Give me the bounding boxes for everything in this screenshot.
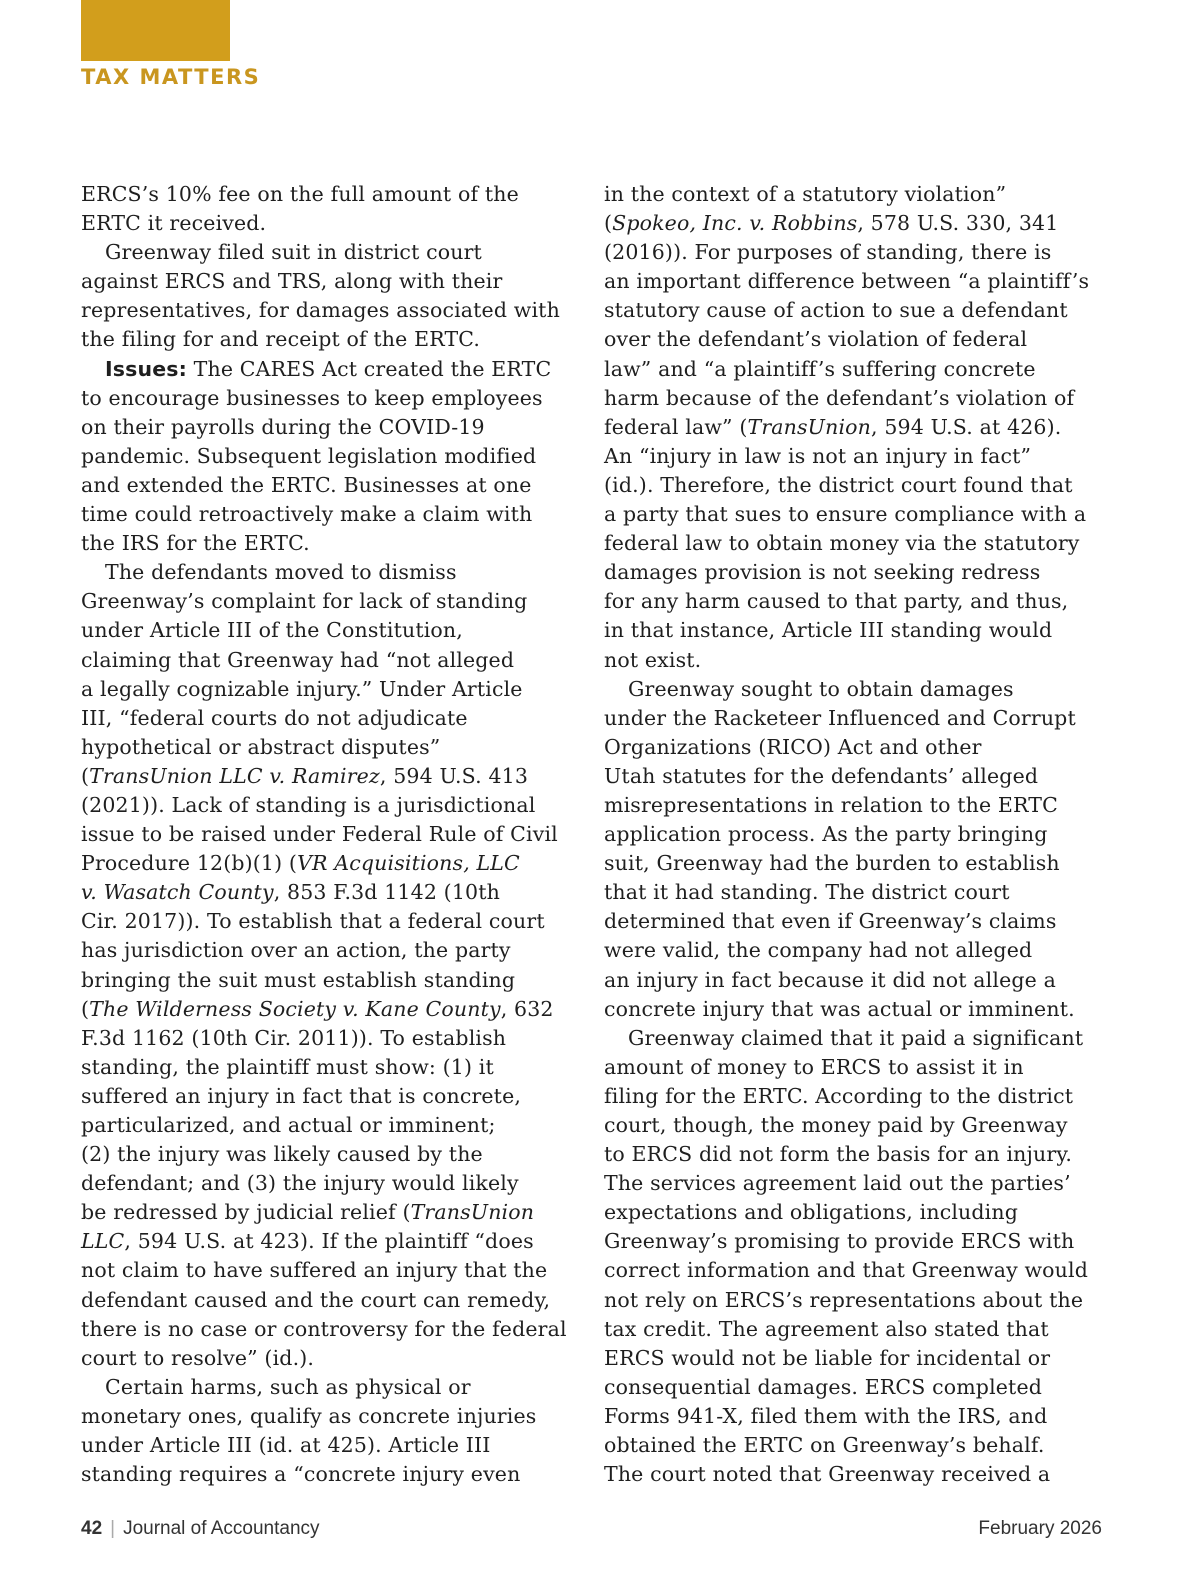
right-column <box>604 180 1104 1489</box>
paragraph-concrete-harms: Certain harms, such as physical or monetary ones, qualify as concrete injuries under Article III (id. at 425). Article III standing requires a “concrete injury even <box>81 1374 537 1487</box>
page-footer <box>81 1518 1102 1540</box>
issue-date: February 2026 <box>978 1518 1102 1539</box>
paragraph-rico: Greenway sought to obtain damages under the Racketeer Influenced and Corrupt Organizations (RICO) Act and other Utah statutes for the defendants’ alleged misrepresentations in relation to the ERTC application process. As the party bringing suit, Greenway had the burden to establish that it had standing. The district court determined that even if Greenway’s claims were valid, the company had not alleged an injury in fact because it did not allege a concrete injury that was actual or imminent. <box>604 676 1076 1021</box>
left-column <box>81 180 581 1489</box>
issues-run-in-head: Issues: <box>105 356 187 381</box>
case-citation: The Wilderness Society v. Kane County <box>89 996 501 1021</box>
case-citation: TransUnion <box>410 1200 535 1225</box>
case-citation: v. Wasatch County <box>81 880 274 905</box>
paragraph-greenway-suit: Greenway filed suit in district court against ERCS and TRS, along with their representatives, for damages associated with the filing for and receipt of the ERTC. <box>81 240 560 352</box>
paragraph-payment-claim: Greenway claimed that it paid a significant amount of money to ERCS to assist it in filing for the ERTC. According to the district court, though, the money paid by Greenway to ERCS did not form the basis for an injury. The services agreement laid out the parties’ expectations and obligations, including Greenway’s promising to provide ERCS with correct information and that Greenway would not rely on ERCS’s representations about the tax credit. The agreement also stated that ERCS would not be liable for incidental or consequential damages. ERCS completed Forms 941-X, filed them with the IRS, and obtained the ERTC on Greenway’s behalf. The court noted that Greenway received a <box>604 1025 1089 1487</box>
case-citation: Spokeo, Inc. v. Robbins <box>612 211 858 236</box>
case-citation: TransUnion LLC v. Ramirez <box>89 763 380 788</box>
case-citation: LLC <box>81 1229 125 1254</box>
paragraph-continuation: ERCS’s 10% fee on the full amount of the ERTC it received. <box>81 182 519 236</box>
case-citation: VR Acquisitions, LLC <box>297 851 520 876</box>
paragraph-issues: Issues: The CARES Act created the ERTC to encourage businesses to keep employees on their payrolls during the COVID-19 pandemic. Subsequent legislation modified and extended the ERTC. Businesses at one time could retroactively make a claim with the IRS for the ERTC. <box>81 356 552 556</box>
section-color-bar <box>81 0 230 61</box>
page-number: 42 <box>81 1518 103 1539</box>
section-label: TAX MATTERS <box>81 65 261 89</box>
case-citation: TransUnion <box>747 414 871 439</box>
publication-name: Journal of Accountancy <box>123 1518 320 1539</box>
paragraph-standing: The defendants moved to dismiss Greenway’s complaint for lack of standing under Article III of the Constitution, claiming that Greenway had “not alleged a legally cognizable injury.” Under Article III, “federal courts do not adjudicate hypothetical or abstract disputes” (TransUnion LLC v. Ramirez, 594 U.S. 413 (2021)). Lack of standing is a jurisdictional issue to be raised under Federal Rule of Civil Procedure 12(b)(1) (VR Acquisitions, LLC v. Wasatch County, 853 F.3d 1142 (10th Cir. 2017)). To establish that a federal court has jurisdiction over an action, the party bringing the suit must establish standing (The Wilderness Society v. Kane County, 632 F.3d 1162 (10th Cir. 2011)). To establish standing, the plaintiff must show: (1) it suffered an injury in fact that is concrete, particularized, and actual or imminent; (2) the injury was likely caused by the defendant; and (3) the injury would likely be redressed by judicial relief (TransUnion LLC, 594 U.S. at 423). If the plaintiff “does not claim to have suffered an injury that the defendant caused and the court can remedy, there is no case or controversy for the federal court to resolve” (id.). <box>81 560 567 1370</box>
paragraph-spokeo: in the context of a statutory violation” (Spokeo, Inc. v. Robbins, 578 U.S. 330, 341 (2016)). For purposes of standing, there is an important difference between “a plaintiff’s statutory cause of action to sue a defendant over the defendant’s violation of federal law” and “a plaintiff’s suffering concrete harm because of the defendant’s violation of federal law” (TransUnion, 594 U.S. at 426). An “injury in law is not an injury in fact” (id.). Therefore, the district court found that a party that sues to ensure compliance with a federal law to obtain money via the statutory damages provision is not seeking redress for any harm caused to that party, and thus, in that instance, Article III standing would not exist. <box>604 182 1090 672</box>
footer-separator: | <box>110 1518 116 1539</box>
